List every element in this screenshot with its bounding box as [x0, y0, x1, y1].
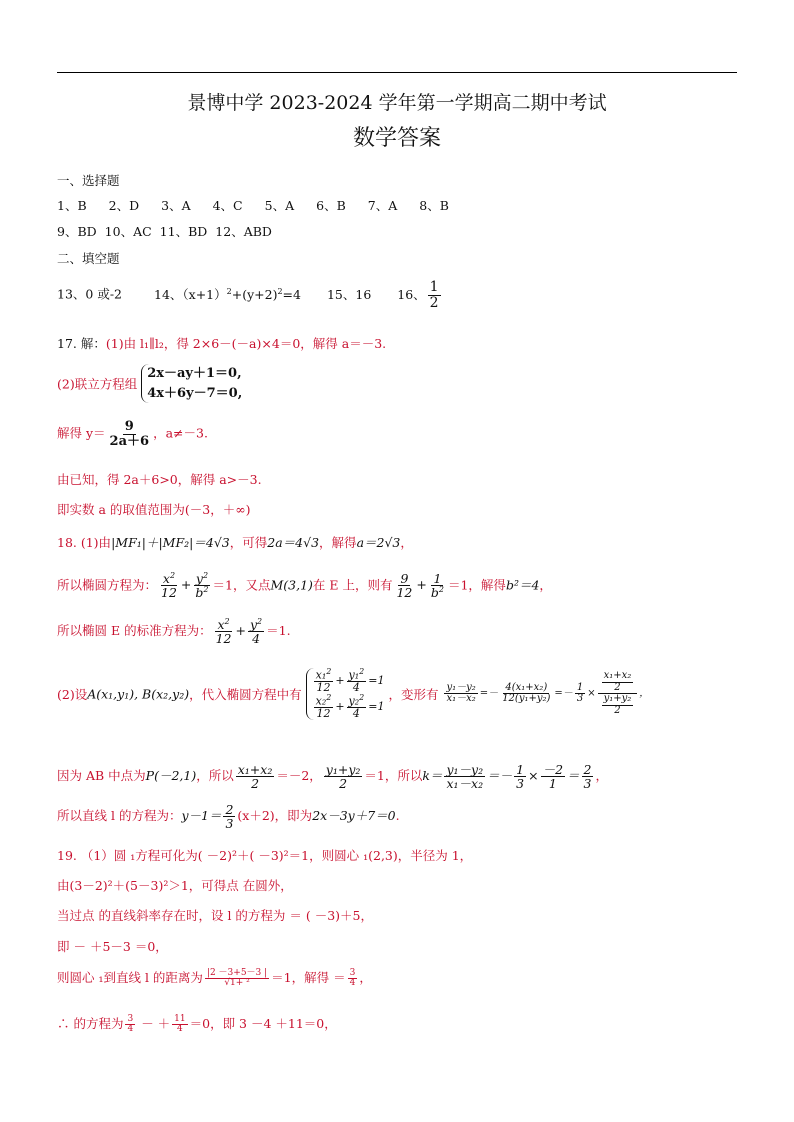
q19-line3: 当过点 的直线斜率存在时，设 l 的方程为 ＝ ( －3)＋5，	[57, 908, 373, 923]
answer-10: 10、AC	[104, 224, 152, 239]
answer-13: 13、0 或-2	[57, 286, 123, 302]
exam-title: 景博中学 2023-2024 学年第一学期高二期中考试	[187, 92, 607, 114]
answer-15: 15、16	[326, 286, 372, 302]
q17-range: 即实数 a 的取值范围为(－3，＋∞)	[57, 502, 251, 517]
q17-solution: 解得 y＝ $\frac{9}{2a+6}$ ，a≠－3.	[57, 419, 208, 449]
q18-slope-derivation: $\frac{\text{y₁－y₂}}{\text{x₁－x₂}}$ =－ $\frac{\text{4(x₁+x₂)}}{\text{12(y₁+y₂)}}$ =－ $\frac{1}{3}$ × $\frac{\frac{\text{x₁+x₂}}{2}}{\frac{\text{y₁+y₂}}{2}}$ ，	[446, 670, 650, 716]
q18-midpoint: 因为 AB 中点为P(－2,1)，所以 $\frac{\text{x₁+x₂}}{2}$ ＝－2， $\frac{\text{y₁+y₂}}{2}$ ＝1，所以k＝ $\frac{\text{y₁－y₂}}{\text{x₁－x₂}}$ ＝－ $\frac{1}{3}$ × $\frac{-2}{1}$ ＝ $\frac{2}{3}$ ，	[57, 762, 608, 792]
q18-line-equation: 所以直线 l 的方程为：y－1＝ $\frac{2}{3}$ (x＋2)，即为2x－3y＋7＝0.	[57, 802, 400, 832]
q17-equation-system: 2x－ay＋1＝0, 4x＋6y－7＝0,	[141, 364, 242, 403]
answer-12: 12、ABD	[215, 224, 272, 239]
answer-14: 14、$(x+1)^2+(y+2)^2=4$	[154, 286, 301, 302]
answer-7: 7、A	[367, 198, 398, 213]
answer-1: 1、B	[57, 198, 87, 213]
q18-ellipse-system: $\frac{x_1^2}{12}$ + $\frac{y_1^2}{4}$ =1 $\frac{x_2^2}{12}$ + $\frac{y_2^2}{4}$ =1	[306, 668, 385, 720]
fill-answers	[57, 280, 443, 310]
q19-line6: ∴ 的方程为 $\frac{3}{4}$ － ＋ $\frac{11}{4}$ ＝0，即 3 －4 ＋11＝0，	[57, 1013, 337, 1034]
q18-line2: 所以椭圆方程为： $\frac{x^2}{12}$ + $\frac{y^2}{b^2}$ ＝1，又点M(3,1)在 E 上，则有 $\frac{9}{12}$ + $\frac{1}{b^2}$ ＝1，解得b²＝4，	[57, 571, 552, 601]
answer-3: 3、A	[161, 198, 191, 213]
header-rule	[57, 72, 737, 73]
q17-condition: 由已知，得 2a＋6>0，解得 a>－3.	[57, 472, 262, 487]
q19-line4: 即 － ＋5－3 ＝0，	[57, 939, 168, 954]
q18-line1: 18. (1)由|MF₁|＋|MF₂|＝4√3，可得2a＝4√3，解得a＝2√3，	[57, 535, 413, 550]
q19-line5: 则圆心 ₁到直线 l 的距离为 $\frac{|2 -3+5-3 |}{\text{√1+ ²}}$ ＝1，解得 ＝ $\frac{3}{4}$ ，	[57, 967, 372, 988]
answer-4: 4、C	[212, 198, 243, 213]
q18-part2: (2)设A(x₁,y₁), B(x₂,y₂)，代入椭圆方程中有 $\frac{x_1^2}{12}$ + $\frac{y_1^2}{4}$ =1 $\frac{x_2^2}{12}$ + $\frac{y_2^2}{4}$ =1 ，变形有 $\frac{\text{y₁－y₂}}{\text{x₁－x₂}}$ =－ $\frac{\text{4(x₁+x₂)}}{\text{12(y₁+y₂)}}$ =－ $\frac{1}{3}$ × $\frac{\frac{\text{x₁+x₂}}{2}}{\frac{\text{y₁+y₂}}{2}}$ ，	[57, 667, 650, 720]
answer-8: 8、B	[419, 198, 449, 213]
answer-16: 16、 $\frac{1}{2}$	[397, 279, 439, 311]
q18-line3: 所以椭圆 E 的标准方程为： $\frac{x^2}{12}$ + $\frac{y^2}{4}$ ＝1.	[57, 617, 291, 647]
section-fill-heading: 二、填空题	[57, 251, 120, 266]
answer-9: 9、BD	[57, 224, 97, 239]
choice-answers-row-1	[57, 196, 471, 214]
answer-2: 2、D	[108, 198, 140, 213]
answer-11: 11、BD	[159, 224, 208, 239]
q19-line2: 由(3－2)²＋(5－3)²＞1，可得点 在圆外，	[57, 878, 293, 893]
section-choice-heading: 一、选择题	[57, 173, 120, 188]
q17-part1: 17. 解：(1)由 l₁∥l₂，得 2×6－(－a)×4＝0，解得 a＝－3.	[57, 336, 387, 351]
answer-5: 5、A	[264, 198, 295, 213]
q17-part2: (2)联立方程组 2x－ay＋1＝0, 4x＋6y－7＝0,	[57, 364, 242, 403]
q19-line1: 19. （1）圆 ₁方程可化为( －2)²＋( －3)²＝1，则圆心 ₁(2,3)，半径为 1，	[57, 848, 473, 863]
exam-subtitle: 数学答案	[352, 126, 441, 151]
choice-answers-row-2	[57, 222, 294, 240]
answer-6: 6、B	[316, 198, 346, 213]
